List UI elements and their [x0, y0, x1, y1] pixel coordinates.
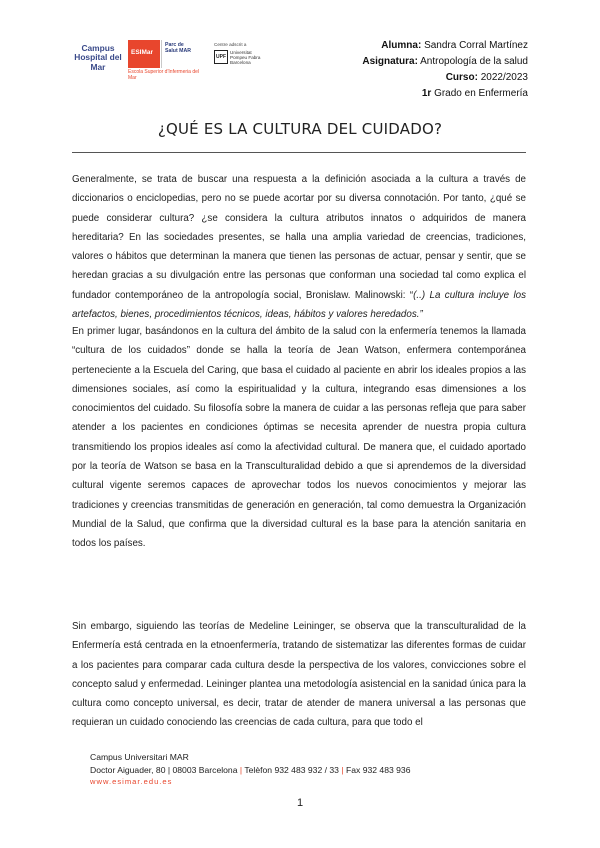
info-asignatura-value: Antropología de la salud [420, 56, 528, 67]
info-curso-value: 2022/2023 [480, 72, 528, 83]
info-grado-value: Grado en Enfermería [434, 88, 528, 99]
paragraph-1-text: Generalmente, se trata de buscar una respuesta a la definición asociada a la cultura a través de diccionarios o enciclopedias, pero no se puede acortar por su diversa connotación. Por tanto, ¿qué se puede considerar cultura? ¿se considera la cultura atributos innatos o adquiridos de manera hereditaria? En las sociedades presentes, se halla una amplia variedad de creencias, tradiciones, valores o hábitos que determinan la manera que tienen las personas de actuar, pensar y sentir, que se heredan gracias a su divulgación entre las personas que conforman una sociedad tal como explica el fundador contemporáneo de la antropología social, Bronislaw. Malinowski: “ [72, 174, 526, 301]
parc-salut-logo [161, 40, 192, 68]
paragraph-3: Sin embargo, siguiendo las teorías de Medeline Leininger, se observa que la transculturalidad de la Enfermería está centrada en la etnoenfermería, tratando de sistematizar las diferentes formas de cuidar a los pacientes para comparar cada cultura desde la perspectiva de los valores, convicciones sobre el concepto salud y enfermedad. Leininger plantea una metodología asistencial en la sanidad única para la cultura como concepto universal, es decir, tratar de atender de manera universal a las personas que requieran un cuidado conociendo las creencias de cada cultura, para que todo el [72, 621, 526, 729]
page-footer [90, 751, 411, 789]
info-grado-label: 1r [421, 88, 432, 99]
campus-hospital-logo-text: Campus Hospital del Mar [74, 43, 122, 72]
paragraph-1 [72, 170, 526, 324]
footer-campus: Campus Universitari MAR [90, 752, 189, 762]
footer-separator: | [239, 764, 243, 775]
info-asignatura [362, 54, 528, 70]
upf-logo-box: UPF [214, 50, 228, 64]
parc-salut-logo-label: Parc de Salut MAR [165, 42, 191, 55]
title-divider [72, 152, 526, 153]
info-asignatura-label: Asignatura: [362, 56, 418, 67]
page-title: ¿QUÉ ES LA CULTURA DEL CUIDADO? [157, 120, 443, 138]
footer-phone: Telèfon 932 483 932 / 33 [244, 764, 339, 775]
info-alumna [362, 38, 528, 54]
page-number: 1 [296, 797, 304, 809]
footer-address: Doctor Aiguader, 80 | 08003 Barcelona [90, 764, 238, 775]
esimar-logo [128, 40, 204, 82]
upf-logo [214, 42, 264, 70]
info-alumna-label: Alumna: [381, 40, 422, 51]
student-info [362, 38, 528, 102]
footer-contact [90, 764, 411, 777]
info-grado [362, 86, 528, 102]
paragraph-2: En primer lugar, basándonos en la cultura del ámbito de la salud con la enfermería tenemos la llamada “cultura de los cuidados” donde se halla la teoría de Jean Watson, enfermera contemporánea perteneciente a la Escuela del Caring, que basa el cuidado al paciente en abrir los ideales propios a las dimensiones sociales, así como la espiritualidad y la cultura, integrando esas dimensiones a los conocimientos del cuidado. Su filosofía sobre la manera de cuidar a las personas refleja que para saber atender a los pacientes en condiciones óptimas se necesita aprender de nuestra propia cultura transmitiendo los propios ideales así como la afectividad cultural. De manera que, el cuidado aportado por la teoría de Watson se basa en la Transculturalidad debido a que si aprendemos de la diversidad cultural vigente seremos capaces de aprovechar todos los nuevos conocimientos y mejorar las tradiciones y creencias transmitidas de generación en generación, tal como demuestra la Organización Mundial de la Salud, que confirma que la diversidad cultural es la base para la atención sanitaria en todos los países. [72, 326, 526, 550]
upf-logo-text: Universitat Pompeu Fabra Barcelona [230, 50, 261, 66]
footer-separator: | [341, 764, 344, 775]
esimar-logo-subtitle: Escola Superior d'Infermeria del Mar [128, 69, 199, 81]
info-curso [362, 70, 528, 86]
info-alumna-value: Sandra Corral Martínez [424, 40, 528, 51]
info-curso-label: Curso: [445, 72, 478, 83]
esimar-logo-label: ESIMar [131, 49, 154, 56]
footer-fax: Fax 932 483 936 [345, 764, 411, 775]
upf-logo-tag: Centre adscrit a [214, 42, 247, 47]
paragraph-1-quote: (..) La cultura incluye los artefactos, bienes, procedimientos técnicos, ideas, hábitos y valores heredados.” [72, 289, 526, 321]
esimar-logo-red [128, 40, 160, 68]
footer-website-link[interactable]: www.esimar.edu.es [90, 777, 173, 786]
campus-hospital-logo [72, 42, 124, 82]
